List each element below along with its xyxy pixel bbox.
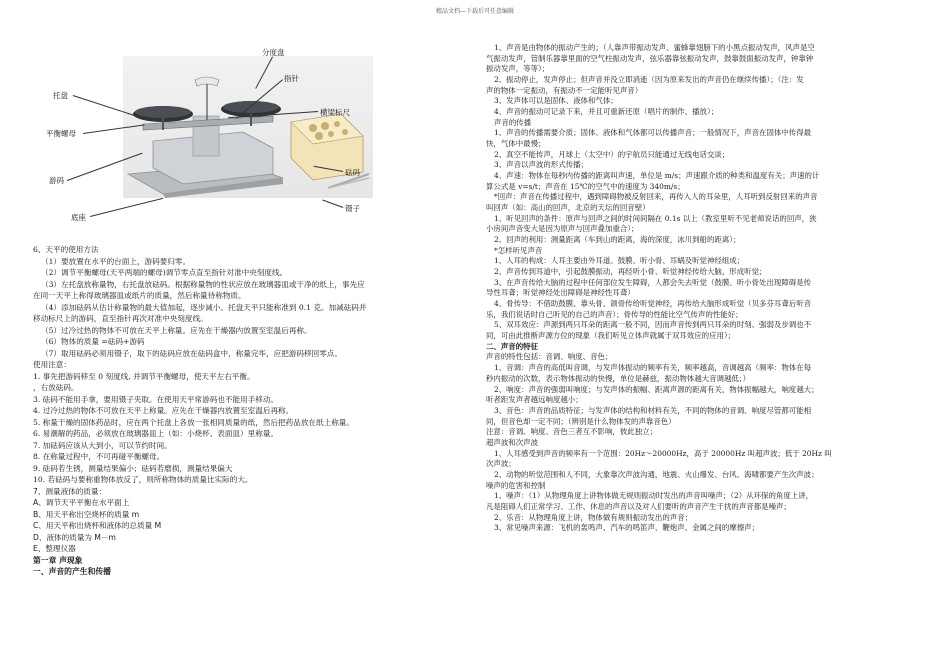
right-text-line: *回声：声音在传播过程中，遇到障碍物被反射回来，再传入人的耳朵里，人耳听到反射回来的声音: [494, 192, 818, 202]
left-text-line: （5）过冷过热的物体不可放在天平上称量。应先在干燥器内放置至室温后再称。: [41, 325, 312, 335]
left-text-line: （4）添加砝码从估计称量物的最大值加起，逐步减小。托盘天平只能称准到 0.1 克。加减砝码并: [41, 302, 367, 312]
right-text-line: 4、声速：物体在每秒内传播的距离叫声速，单位是 m/s；声速跟介质的种类和温度有关；声速的计: [494, 171, 820, 181]
right-text-line: 振动发声，等等）；: [486, 64, 550, 74]
left-text-line: （2）调节平衡螺母(天平两端的螺母)调节零点直至指针对准中央刻度线。: [41, 268, 288, 277]
label-tweezers: 镊子: [345, 204, 360, 213]
right-text-line: 听者距发声者越远响度越小；: [486, 395, 583, 405]
left-text-line: 7、测量液体的质量：: [33, 486, 107, 496]
right-text-line: 声音的特性包括：音调、响度、音色；: [486, 352, 613, 362]
leader-base: [90, 198, 163, 217]
right-text-block: [486, 43, 922, 534]
right-text-line: 2、真空不能传声，月球上（太空中）的宇航员只能通过无线电话交谈；: [494, 149, 730, 159]
right-text-line: 叫回声（如：高山的回声，北京的天坛的回音壁）: [486, 203, 650, 213]
page-header: 精品文档---下载后可任意编辑: [435, 8, 515, 15]
right-text-line: 2、乐音：从物理角度上讲，物体做有规则振动发出的声音；: [494, 512, 693, 522]
left-text-line: 在同一天平上称得玻璃器皿或纸片的质量，然后称量待称物质。: [33, 291, 246, 300]
label-base: 底座: [71, 213, 86, 222]
right-text-line: 气振动发声，管制乐器靠里面的空气柱振动发声，弦乐器靠弦振动发声，鼓靠鼓面振动发声，钟靠钟: [486, 53, 814, 63]
left-text-line: 第一章 声现象: [33, 555, 83, 565]
right-text-line: 2、回声的利用：测量距离（车到山的距离，海的深度，冰川到船的距离）；: [494, 235, 741, 245]
right-text-line: 1、音调：声音的高低叫音调，与发声体振动的频率有关，频率越高，音调越高（频率：物体在每: [494, 363, 812, 373]
right-text-line: 1、人耳感受到声音的频率有一个范围：20Hz～20000Hz，高于 20000Hz 叫超声波；低于 20Hz 叫: [494, 448, 832, 458]
label-dial: 分度盘: [262, 48, 285, 57]
left-text-line: 6. 易潮解的药品，必须放在玻璃器皿上（如：小烧杯、表面皿）里称量。: [33, 429, 279, 438]
left-text-line: （7）取用砝码必须用镊子，取下的砝码应放在砝码盒中，称量完毕，应把游码移回零点。: [41, 348, 342, 358]
right-text-line: 4、骨传导：不借助鼓膜、靠头骨、颌骨传给听觉神经，再传给大脑形成听觉（贝多芬耳聋后听音: [494, 299, 812, 309]
label-pointer: 指针: [284, 74, 299, 83]
right-text-line: 3、声音以声波的形式传播；: [494, 160, 588, 170]
left-text-block: [33, 244, 473, 578]
right-text-line: 3、音色：声音的品质特征；与发声体的结构和材料有关，不同的物体的音调、响度尽管都可能相: [494, 405, 812, 415]
right-text-line: 凡是阻碍人们正常学习、工作、休息的声音以及对人们要听的声音产生干扰的声音都是噪声；: [486, 501, 791, 511]
right-text-line: 同，但音色却一定不同；（辨别是什么物体发的声靠音色）: [486, 416, 676, 426]
left-text-line: 8. 在称量过程中，不可再碰平衡螺母。: [33, 452, 165, 461]
right-text-line: 5、双耳效应：声源到两只耳朵的距离一般不同，因而声音传到两只耳朵的时刻、强弱及步调也不: [494, 320, 812, 330]
right-text-line: 秒内振动的次数，表示物体振动的快慢，单位是赫兹，振动物体越大音调越低；）: [486, 373, 751, 383]
left-text-line: 一、声音的产生和传播: [33, 567, 111, 576]
balance-photo: [123, 56, 373, 198]
right-text-line: 噪声的危害和控制: [486, 480, 546, 490]
right-text-line: 声音的传播: [494, 117, 532, 127]
right-text-line: 快，气体中最慢；: [486, 139, 546, 149]
left-text-line: 4. 过冷过热的物体不可放在天平上称量。应先在干燥器内放置至室温后再称。: [33, 406, 294, 415]
left-text-line: 5. 称量干燥的固体药品时，应在两个托盘上各放一张相同质量的纸，然后把药品放在纸上称量。: [33, 417, 354, 427]
right-text-line: 2、声音传到耳道中，引起鼓膜振动，再经听小骨、听觉神经传给大脑，形成听觉；: [494, 267, 767, 277]
right-text-line: 2、动物的听觉范围和人不同，大象靠次声波沟通，地震、火山爆发、台风、海啸都要产生次声波；: [494, 469, 819, 479]
right-text-line: 1、声音的传播需要介质；固体、液体和气体都可以传播声音；一般情况下，声音在固体中传得最: [494, 128, 812, 138]
right-text-line: 同，可由此推断声源方位的现象（我们听见立体声就属于双耳效应的应用）；: [486, 331, 736, 341]
left-text-line: 6、天平的使用方法: [33, 245, 99, 254]
right-text-line: 注意：音调、响度、音色三者互不影响，彼此独立；: [486, 427, 658, 437]
left-text-line: 移动标尺上的游码，直至指针再次对准中央刻度线。: [33, 314, 208, 323]
left-text-line: （3）左托盘放称量物，右托盘放砝码。根据称量物的性状应放在玻璃器皿或干净的纸上，事先应: [41, 279, 365, 289]
left-text-line: 1. 事先把游码移至 0 刻度线, 并调节平衡螺母，使天平左右平衡。: [33, 371, 255, 381]
left-text-line: 使用注意：: [33, 360, 71, 369]
left-text-line: 9. 砝码若生锈，测量结果偏小；砝码若磨损，测量结果偏大: [33, 463, 233, 473]
left-text-line: （6）物体的质量 =砝码+游码: [41, 337, 145, 346]
right-text-line: 次声波；: [486, 459, 516, 469]
left-text-line: C、用天平称出烧杯和液体的总质量 M: [33, 521, 162, 530]
left-text-line: 3. 砝码不能用手拿，要用镊子夹取。在使用天平常游码也不能用手移动。: [33, 394, 279, 404]
left-text-line: （1）要放置在水平的台面上，游码要归零。: [41, 256, 191, 266]
left-text-line: D、液体的质量为 M－m: [33, 532, 116, 542]
label-scale: 横梁标尺: [320, 108, 350, 117]
right-text-line: 二、声音的特征: [486, 341, 539, 351]
label-weights: 砝码: [345, 168, 360, 177]
right-text-line: 1、听见回声的条件：原声与回声之间的时间间隔在 0.1s 以上（教室里听不见老师说话的回声，狭: [494, 213, 817, 223]
label-rider: 游码: [49, 176, 64, 185]
right-text-line: 1、声音是由物体的振动产生的；（人靠声带振动发声、蜜蜂靠翅膀下的小黑点振动发声，风声是空: [494, 43, 815, 52]
left-text-line: A、调节天平平衡在水平面上: [33, 498, 130, 507]
left-text-line: 7. 加砝码应该从大到小，可以节约时间。: [33, 440, 172, 450]
right-text-line: 3、常见噪声来源：飞机的轰鸣声、汽车的鸣笛声、鞭炮声、金属之间的摩擦声；: [494, 523, 760, 533]
left-text-line: B、用天平称出空烧杯的质量 m: [33, 509, 140, 519]
right-text-line: 1、噪声：（1）从物理角度上讲物体做无规则振动时发出的声音叫噪声；（2）从环保的角度上讲，: [494, 491, 814, 501]
right-text-line: 乐，我们说话时自己听见的自己的声音）；骨传导的性能比空气传声的性能好；: [486, 309, 743, 319]
right-text-line: 1、人耳的构成：人耳主要由外耳道、鼓膜、听小骨、耳蜗及听觉神经组成；: [494, 256, 745, 266]
leader-tweezers: [322, 200, 343, 208]
right-text-line: 导性耳聋；听觉神经处出障碍是神经性耳聋）: [486, 288, 635, 298]
label-balance-nut: 平衡螺母: [46, 129, 76, 138]
label-tray: 托盘: [53, 91, 68, 100]
left-column: [33, 20, 473, 578]
right-text-line: 3、发声体可以是固体、液体和气体；: [494, 96, 618, 106]
right-text-line: 小房间声音变大是因为原声与回声叠加重合）；: [486, 224, 639, 234]
left-text-line: 10. 若砝码与要称重物体放反了，则所称物体的质量比实际的大。: [33, 475, 253, 484]
right-text-line: 2、响度：声音的强弱叫响度；与发声体的振幅、距离声源的距离有关，物体振幅越大，响度越大；: [494, 384, 819, 394]
right-text-line: 2、振动停止，发声停止；但声音并没立即消逝（因为原来发出的声音仍在继续传播）；（注：发: [494, 75, 804, 85]
right-text-line: 超声波和次声波: [486, 437, 539, 447]
left-text-line: ，右放砝码。: [33, 383, 79, 392]
balance-figure: [33, 20, 473, 242]
left-text-line: E、整理仪器: [33, 544, 76, 553]
right-text-line: 4、声音的振动可记录下来，并且可重新还原（唱片的制作、播放）；: [494, 107, 719, 117]
right-text-line: 算公式是 v=s/t；声音在 15℃的空气中的速度为 340m/s；: [486, 181, 685, 191]
right-text-line: *怎样听见声音: [494, 245, 543, 255]
right-text-line: 3、在声音传给大脑的过程中任何部位发生障碍，人都会失去听觉（鼓膜、听小骨处出现障碍是传: [494, 277, 812, 287]
right-text-line: 声的物体一定振动，有振动不一定能听见声音）: [486, 85, 643, 95]
